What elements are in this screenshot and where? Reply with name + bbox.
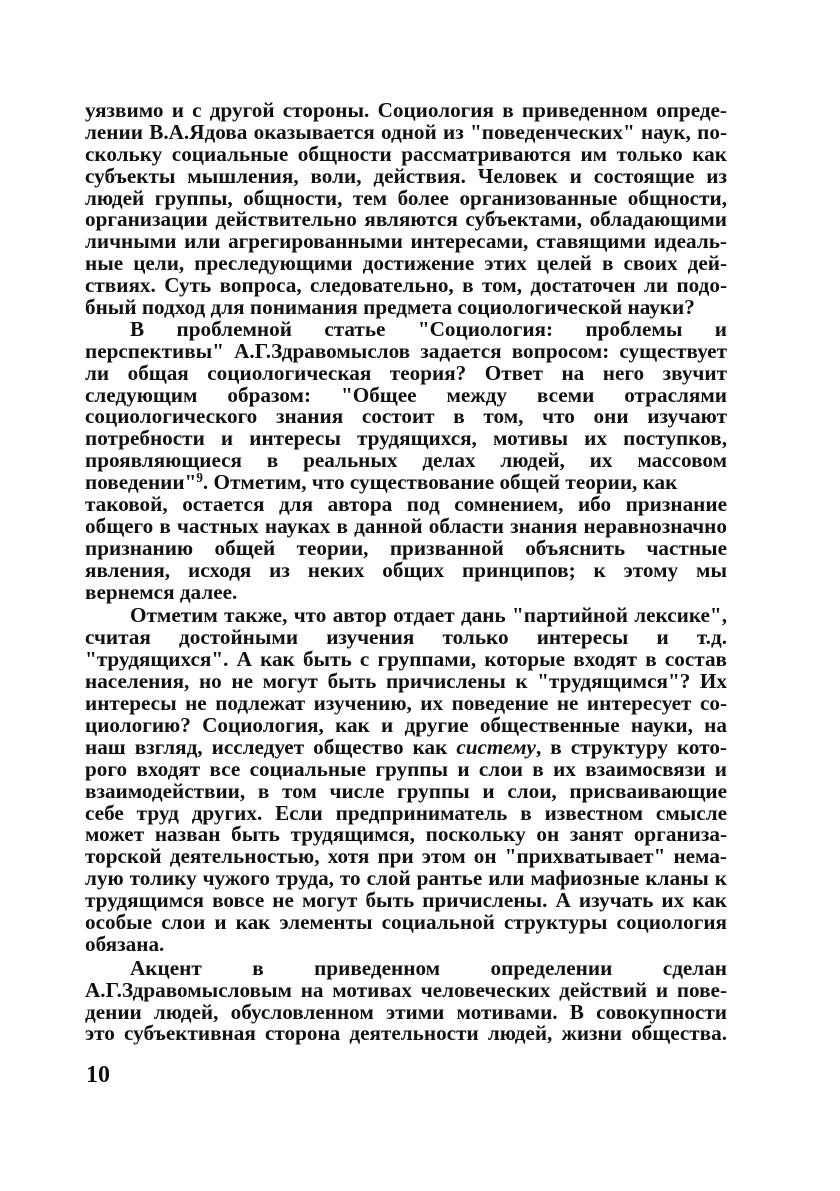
text-line: перспективы" А.Г.Здравомыслов задается вопросом: существует xyxy=(85,338,727,363)
text-line: Отметим также, что автор отдает дань "партийной лексике", xyxy=(130,603,727,628)
text-line: ли общая социологическая теория? Ответ на него звучит xyxy=(85,360,727,385)
text-line: лую толику чужого труда, то слой рантье или мафиозные кланы к xyxy=(85,866,727,891)
text-line-with-italic xyxy=(85,734,727,759)
text-line: А.Г.Здравомысловым на мотивах человеческих действий и пове- xyxy=(85,977,727,1002)
text-line: социологического знания состоит в том, что они изучают xyxy=(85,404,727,429)
text-line: организации действительно являются субъектами, обладающими xyxy=(85,207,727,232)
text-line: циологию? Социология, как и другие общественные науки, на xyxy=(85,712,727,737)
text-line: потребности и интересы трудящихся, мотивы их поступков, xyxy=(85,426,727,451)
text-line: "трудящихся". А как быть с группами, которые входят в состав xyxy=(85,647,727,672)
italic-line-suffix: , в структуру кото- xyxy=(535,734,727,759)
text-line: людей группы, общности, тем более организованные общности, xyxy=(85,185,727,210)
text-line: вернемся далее. xyxy=(85,579,238,604)
text-line: трудящимся вовсе не могут быть причислены. А изучать их как xyxy=(85,888,727,913)
text-line: личными или агрегированными интересами, ставящими идеаль- xyxy=(85,229,727,254)
emphasized-word: систему xyxy=(456,734,536,759)
text-line: проявляющиеся в реальных делах людей, их массовом xyxy=(85,448,727,473)
footnote-line-suffix: . Отметим, что существование общей теории, как xyxy=(202,470,678,495)
text-line: торской деятельностью, хотя при этом он "прихватывает" нема- xyxy=(85,844,727,869)
text-line: В проблемной статье "Социология: проблемы и xyxy=(130,316,727,341)
text-line: может назван быть трудящимся, поскольку он занят организа- xyxy=(85,822,727,847)
text-line: обязана. xyxy=(85,931,165,956)
text-line: себе труд других. Если предприниматель в известном смысле xyxy=(85,800,727,825)
text-line: рого входят все социальные группы и слои в их взаимосвязи и xyxy=(85,756,727,781)
text-line: лении В.А.Ядова оказывается одной из "поведенческих" наук, по- xyxy=(85,119,727,144)
text-line: общего в частных науках в данной области знания неравнозначно xyxy=(85,513,727,538)
main-text xyxy=(85,100,727,1045)
text-line: это субъективная сторона деятельности людей, жизни общества. xyxy=(85,1021,727,1046)
text-line: взаимодействии, в том числе группы и слои, присваивающие xyxy=(85,778,727,803)
text-line: населения, но не могут быть причислены к "трудящимся"? Их xyxy=(85,669,727,694)
text-line: ствиях. Суть вопроса, следовательно, в том, достаточен ли подо- xyxy=(85,273,727,298)
footnote-line-prefix: поведении" xyxy=(85,470,197,495)
text-line: следующим образом: "Общее между всеми отраслями xyxy=(85,382,727,407)
footnote-reference: 9 xyxy=(196,469,203,485)
italic-line-prefix: наш взгляд, исследует общество как xyxy=(85,734,457,759)
text-line: субъекты мышления, воли, действия. Человек и состоящие из xyxy=(85,163,727,188)
text-line: дении людей, обусловленном этими мотивами. В совокупности xyxy=(85,999,727,1024)
text-line: признанию общей теории, призванной объяснить частные xyxy=(85,535,727,560)
text-line: считая достойными изучения только интересы и т.д. xyxy=(85,625,727,650)
text-line: бный подход для понимания предмета социологической науки? xyxy=(85,295,695,320)
text-line: ные цели, преследующими достижение этих целей в своих дей- xyxy=(85,251,727,276)
paragraph-4 xyxy=(85,955,727,1046)
text-line: явления, исходя из неких общих принципов; к этому мы xyxy=(85,557,727,582)
text-line: особые слои и как элементы социальной структуры социология xyxy=(85,909,727,934)
paragraph-1 xyxy=(85,100,727,319)
paragraph-3 xyxy=(85,605,727,955)
text-line-with-footnote xyxy=(85,469,727,495)
text-line: уязвимо и с другой стороны. Социология в приведенном опреде- xyxy=(85,98,727,122)
page-number: 10 xyxy=(86,1062,110,1088)
paragraph-2 xyxy=(85,316,727,604)
text-line: таковой, остается для автора под сомнением, ибо признание xyxy=(85,492,727,517)
text-line: скольку социальные общности рассматриваются им только как xyxy=(85,141,727,166)
text-line: Акцент в приведенном определении сделан xyxy=(130,955,727,980)
text-line: интересы не подлежат изучению, их поведение не интересует со- xyxy=(85,691,727,716)
